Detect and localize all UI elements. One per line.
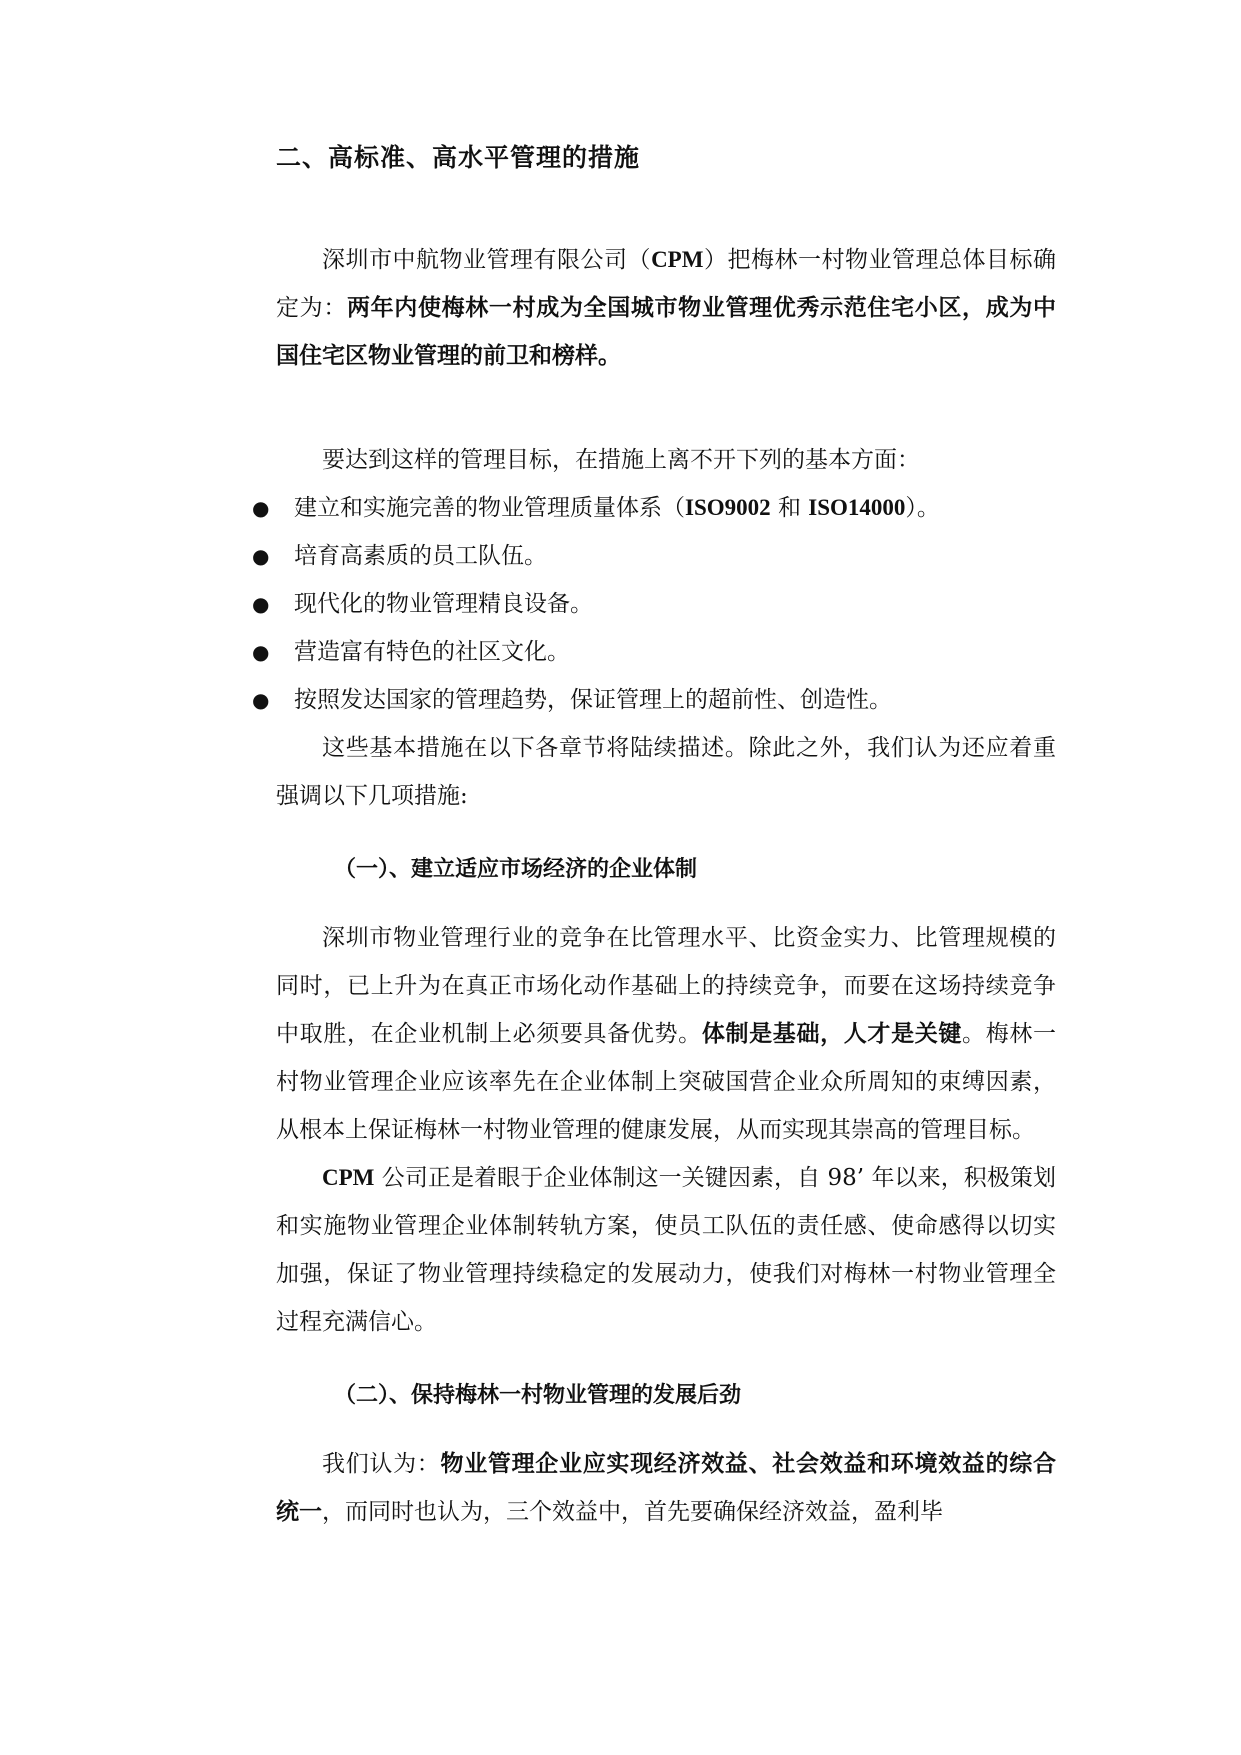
para-cpm: CPM [322,1165,375,1190]
subsection-title-2: （二）、保持梅林一村物业管理的发展后劲 [334,1383,742,1408]
item-iso14000: ISO14000 [808,495,906,520]
subsection-title-1: （一）、建立适应市场经济的企业体制 [334,857,698,882]
para-emphasis: 物业管理企业应实现经济效益、社会效益和环境效益的综合统一 [276,1451,1056,1525]
intro-text: 深圳市中航物业管理有限公司（ [322,247,652,273]
spacer [276,428,1056,436]
bullet-icon: ● [252,592,270,616]
subsection-2-paragraph-1 [276,1440,1056,1536]
item-text: 和 [770,495,809,521]
lead-paragraph: 要达到这样的管理目标，在措施上离不开下列的基本方面： [322,447,920,473]
item-text: 现代化的物业管理精良设备。 [294,591,593,617]
subsection-1-paragraph-1 [276,914,1056,1154]
list-item [252,484,1056,532]
spacer [276,380,1056,428]
para-text: 我们认为： [322,1451,441,1477]
intro-cpm: CPM [651,247,704,272]
document-body [252,138,1057,1536]
list-item [252,676,1056,724]
para-text: 深圳市物业管理行业的竞争在比管理水平、比资金实力、比管理规模的同时，已上升为在真正市场化动作基础上的持续竞争，而要在这场持续竞争中取胜，在企业机制上必须要具备优势。 [276,925,1056,1047]
bullet-icon: ● [252,688,270,712]
intro-paragraph [276,236,1056,380]
bullet-icon: ● [252,496,270,520]
para-text: 公司正是着眼于企业体制这一关键因素，自 98’ 年以来，积极策划和实施物业管理企业体制转轨方案，使员工队伍的责任感、使命感得以切实加强，保证了物业管理持续稳定的发展动力，使我们对梅林一村物业管理全过程充满信心。 [276,1165,1056,1335]
item-iso9002: ISO9002 [685,495,771,520]
measures-list [252,484,1056,724]
item-text: ）。 [905,495,940,521]
intro-text-2: ）把梅林一村物业管理总体目标确定为： [276,247,1057,321]
para-text: ，而同时也认为，三个效益中，首先要确保经济效益，盈利毕 [322,1499,943,1525]
para-text: 。梅林一村物业管理企业应该率先在企业体制上突破国营企业众所周知的束缚因素，从根本上保证梅林一村物业管理的健康发展，从而实现其崇高的管理目标。 [276,1021,1056,1143]
item-text: 营造富有特色的社区文化。 [294,639,570,665]
subsection-1-paragraph-2 [276,1154,1056,1346]
bullet-icon: ● [252,640,270,664]
section-title: 二、高标准、高水平管理的措施 [276,143,641,172]
item-text: 按照发达国家的管理趋势，保证管理上的超前性、创造性。 [294,687,892,713]
item-text: 培育高素质的员工队伍。 [294,543,547,569]
para-emphasis: 体制是基础，人才是关键 [701,1021,963,1047]
after-list-paragraph: 这些基本措施在以下各章节将陆续描述。除此之外，我们认为还应着重强调以下几项措施: [276,735,1056,809]
list-item [252,532,1056,580]
list-item [252,628,1056,676]
intro-goal: 两年内使梅林一村成为全国城市物业管理优秀示范住宅小区，成为中国住宅区物业管理的前卫和榜样。 [276,295,1056,369]
item-text: 建立和实施完善的物业管理质量体系（ [294,495,685,521]
bullet-icon: ● [252,544,270,568]
list-item [252,580,1056,628]
